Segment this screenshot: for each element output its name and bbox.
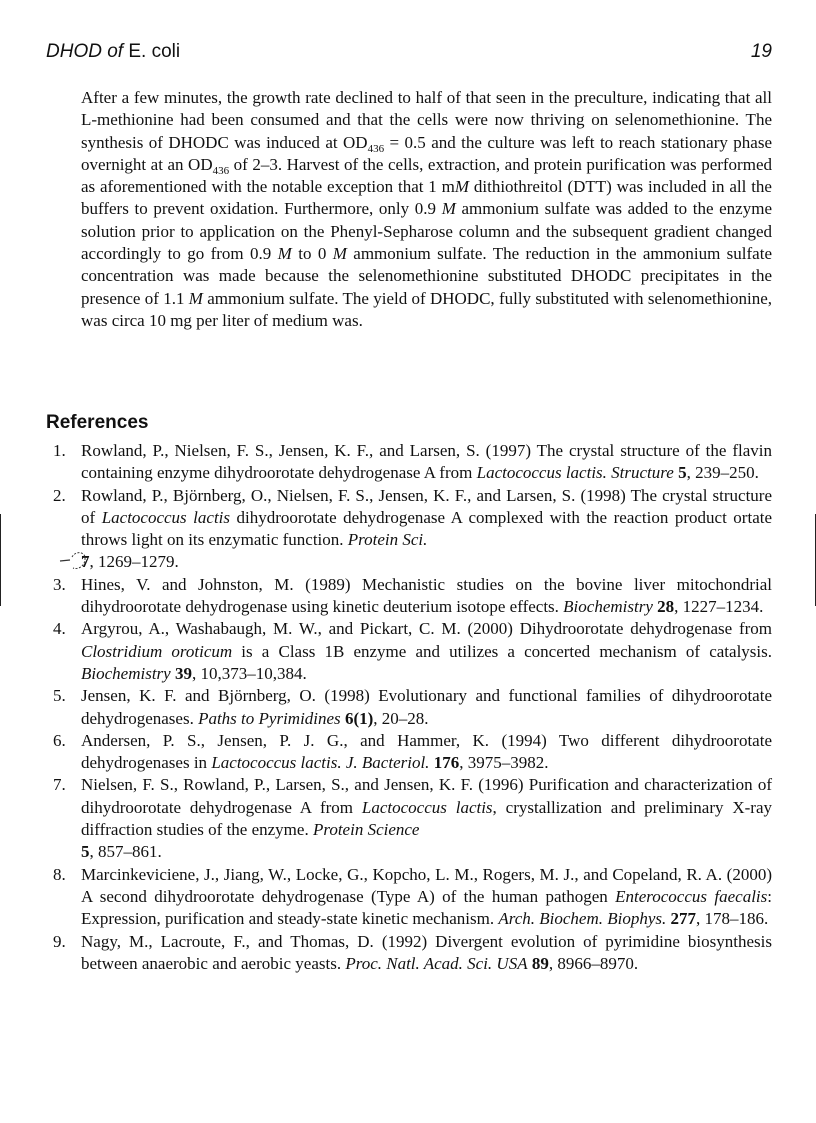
reference-species: Lactococcus lactis. [476,463,607,483]
reference-journal: Protein Science [312,820,420,840]
reference-number: 7. [53,775,66,795]
reference-pages: , 20–28. [373,708,429,728]
reference-volume: 89 [531,953,549,973]
paragraph-text: ammonium sulfate. The yield of DHODC, fully substituted with selenomethionine, was circa 10 mg per liter of medium was. [81,288,772,330]
reference-volume: 5 [81,842,90,862]
reference-item-3 [46,574,772,619]
reference-volume: 39 [174,663,192,683]
reference-journal: Proc. Natl. Acad. Sci. USA [345,953,528,973]
reference-volume: 277 [670,909,696,929]
reference-journal: Structure [606,463,674,483]
left-margin-mark [0,514,1,606]
reference-number: 5. [53,686,66,706]
reference-item-4 [46,618,772,685]
reference-species: Clostridium oroticum [81,641,233,661]
reference-journal: Biochemistry [81,663,171,683]
reference-volume: 5 [678,463,687,483]
od-subscript: 436 [367,142,385,155]
reference-text: Hines, V. and Johnston, M. (1989) Mechanistic studies on the bovine liver mitochondrial dihydroorotate dehydrogenase using kinetic deuterium isotope effects. [81,574,772,617]
reference-item-9 [46,931,772,976]
reference-pages: , 3975–3982. [459,753,549,773]
pen-annotation-icon [58,548,88,574]
reference-text: Argyrou, A., Washabaugh, M. W., and Pickart, C. M. (2000) Dihydroorotate dehydrogenase from [81,619,772,639]
reference-text: dihydroorotate dehydrogenase A complexed with the reaction product ortate throws light on its enzymatic function. [81,507,773,550]
reference-volume: 6( [344,708,360,728]
running-head-organism: E. coli [128,41,181,62]
reference-volume: ) [367,708,374,728]
reference-item-8 [46,864,772,931]
reference-item-2 [46,485,772,574]
reference-text: Rowland, P., Nielsen, F. S., Jensen, K. F., and Larsen, S. (1997) The crystal structure of the flavin containing enzyme dihydroorotate dehydrogenase A from [81,441,772,483]
reference-text: Jensen, K. F. and Björnberg, O. (1998) Evolutionary and functional families of dihydroorotate dehydrogenases. [81,686,772,728]
reference-number: 6. [53,730,66,750]
od-subscript: 436 [212,164,230,177]
reference-pages: , 8966–8970. [548,953,639,973]
reference-text: Andersen, P. S., Jensen, P. J. G., and Hammer, K. (1994) Two different dihydroorotate dehydrogenases in [81,730,772,773]
reference-number: 2. [53,485,66,505]
reference-volume: 28 [657,597,675,617]
molar-unit: M [454,177,470,197]
reference-item-7 [46,774,772,863]
reference-pages: , 10,373–10,384. [191,663,307,683]
references-heading: References [46,412,149,433]
reference-item-1 [46,440,772,485]
reference-species: Enterococcus faecalis [615,886,768,906]
paragraph-text: dithiothreitol (DTT) was included in all the buffers to prevent oxidation. Furthermore, only 0.9 [81,177,772,219]
reference-species: Lactococcus lactis. [211,753,342,773]
paragraph-text: of 2–3. Harvest of the cells, extraction, and protein purification was performed as aforementioned with the notable exception that 1 m [81,154,772,197]
molar-unit: M [441,199,456,219]
reference-text: Nielsen, F. S., Rowland, P., Larsen, S., and Jensen, K. F. (1996) Purification and characterization of dihydroorotate dehydrogenase A from [81,775,772,817]
reference-item-6 [46,730,772,775]
molar-unit: M [277,244,292,264]
reference-issue: 1 [359,708,368,728]
reference-journal: Biochemistry [563,597,653,617]
molar-unit: M [332,244,347,264]
reference-text: Marcinkeviciene, J., Jiang, W., Locke, G., Kopcho, L. M., Rogers, M. J., and Copeland, R. A. (2000) A second dihydroorotate dehydrogenase (Type A) of the human pathogen [81,864,772,906]
reference-pages: , 239–250. [686,463,759,483]
reference-pages: , 178–186. [696,909,769,929]
paragraph-text: = 0.5 and the culture was left to reach stationary phase overnight at an OD [81,132,772,174]
reference-item-5 [46,685,772,730]
reference-volume: 176 [433,753,460,773]
paragraph-text: ammonium sulfate was added to the enzyme solution prior to application on the Phenyl-Sepharose column and the subsequent gradient changed accordingly to go from 0.9 [81,199,772,264]
reference-number: 3. [53,574,66,594]
reference-number: 1. [53,441,66,460]
reference-text: Rowland, P., Björnberg, O., Nielsen, F. S., Jensen, K. F., and Larsen, S. (1998) The crystal structure of [81,485,772,527]
reference-volume: 7 [81,552,90,572]
methods-paragraph [81,87,772,332]
reference-journal: J. Bacteriol. [341,753,430,773]
reference-number: 4. [53,619,66,639]
running-head-title-prefix: DHOD of [46,41,129,62]
reference-species: Lactococcus lactis [101,507,231,527]
reference-pages: , 1227–1234. [674,597,764,617]
reference-journal: Arch. Biochem. Biophys. [498,909,667,929]
running-head [46,39,772,65]
running-head-title [46,39,180,65]
reference-text: is a Class 1B enzyme and utilizes a concerted mechanism of catalysis. [232,641,773,661]
paragraph-text: ammonium sulfate. The reduction in the ammonium sulfate concentration was made because the selenomethionine substituted DHODC precipitates in the presence of 1.1 [81,244,772,308]
reference-text: : Expression, purification and steady-state kinetic mechanism. [81,886,772,929]
reference-text: Nagy, M., Lacroute, F., and Thomas, D. (1992) Divergent evolution of pyrimidine biosynthesis between anaerobic and aerobic yeasts. [81,931,772,973]
reference-text: , crystallization and preliminary X-ray diffraction studies of the enzyme. [81,797,772,840]
paragraph-text: After a few minutes, the growth rate declined to half of that seen in the preculture, indicating that all L-methionine had been consumed and that the cells were now thriving on selenomethionine. The synthesis of DHODC was induced at OD [81,88,772,152]
reference-species: Lactococcus lactis [361,797,493,817]
paragraph-text: to 0 [291,244,333,264]
reference-journal: Protein Sci. [347,530,428,550]
reference-journal: Paths to Pyrimidines [198,708,341,728]
molar-unit: M [188,288,203,308]
page-number: 19 [750,41,772,62]
reference-number: 8. [53,864,66,884]
reference-pages: , 1269–1279. [89,552,179,572]
reference-list [46,440,772,975]
reference-pages: , 857–861. [89,842,162,862]
reference-number: 9. [53,931,66,951]
